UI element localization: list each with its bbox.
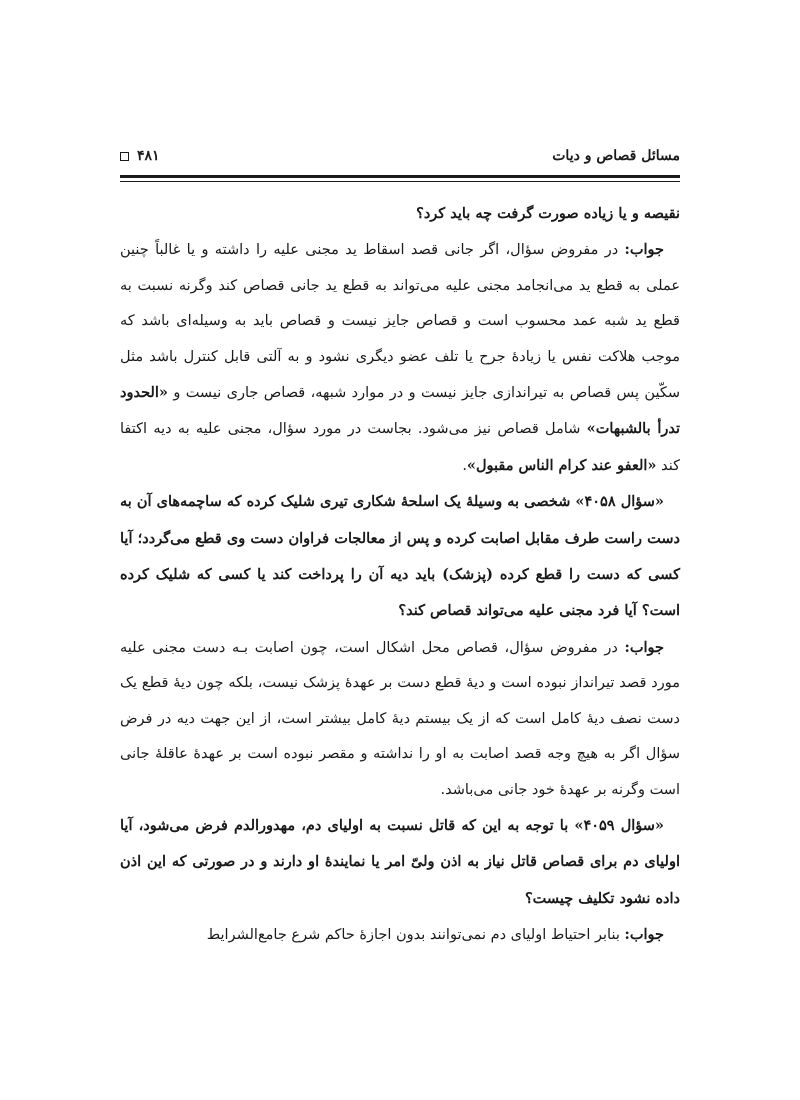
header-rule-thick	[120, 175, 680, 178]
body-text-run: شامل قصاص نیز می‌شود. بجاست در مورد سؤال، مجنی علیه به دیه اکتفا کند	[120, 421, 680, 474]
paragraph	[120, 808, 680, 917]
square-box-icon	[120, 152, 129, 161]
bold-text: جواب:	[624, 241, 664, 259]
body-text	[120, 196, 680, 954]
body-text-run: در مفروض سؤال، اگر جانی قصد اسقاط ید مجنی علیه را داشته و یا غالباً چنین عملی به قطع ید می‌انجامد مجنی علیه می‌تواند به قطع ید جانی قصاص کند وگرنه نسبت به قطع ید شبه عمد محسوب است و قصاص جایز نیست و قصاص باید به وسیله‌ای باشد که موجب هلاکت نفس یا زیادهٔ جرح یا تلف عضو دیگری نشود و به آلتی قابل کنترل باشد مثل سکّین پس قصاص به تیراندازی جایز نیست و در موارد شبهه، قصاص جاری نیست و	[120, 242, 680, 402]
page-number-block	[120, 145, 160, 167]
bold-text: «العفو عند کرام الناس مقبول»	[466, 456, 657, 474]
paragraph	[120, 232, 680, 484]
paragraph	[120, 484, 680, 630]
bold-text: «سؤال ۴۰۵۸» شخصی به وسیلهٔ یک اسلحهٔ شکاری تیری شلیک کرده که ساچمه‌های آن به دست راست طرف مقابل اصابت کرده و پس از معالجات فراوان دست وی قطع می‌گردد؛ آیا کسی که دست را قطع کرده (پزشک) باید دیه آن را پرداخت کند یا کسی که شلیک کرده است؟ آیا فرد مجنی علیه می‌تواند قصاص کند؟	[120, 493, 680, 620]
running-title: مسائل قصاص و دیات	[552, 148, 680, 164]
bold-text: «الحدود تدرأ بالشبهات»	[120, 384, 680, 438]
body-text-run: .	[462, 457, 467, 474]
body-text-run: در مفروض سؤال، قصاص محل اشکال است، چون اصابت بـه دست مجنی علیه مورد قصد تیرانداز نبوده است و دیهٔ قطع دست بر عهدهٔ پزشک نیست، بلکه چون دیهٔ قطع یک دست نصف دیهٔ کامل است که از یک بیستم دیهٔ کامل بیشتر است، از این جهت دیه در فرض سؤال اگر به هیچ وجه قصد اصابت به او را نداشته و مقصر نبوده است بر عهدهٔ عاقلهٔ جانی است وگرنه بر عهدهٔ خود جانی می‌باشد.	[120, 639, 680, 798]
body-text-run: بنابر احتیاط اولیای دم نمی‌توانند بدون اجازهٔ حاکم شرع جامع‌الشرایط	[206, 927, 625, 944]
bold-text: «سؤال ۴۰۵۹» با توجه به این که قاتل نسبت به اولیای دم، مهدورالدم فرض می‌شود، آیا اولیای دم برای قصاص قاتل نیاز به اذن ولیّ امر یا نمایندهٔ او دارند و در صورتی که این اذن داده نشود تکلیف چیست؟	[120, 816, 680, 907]
paragraph	[120, 196, 680, 232]
header-rule-thin	[120, 181, 680, 182]
bold-text: نقیصه و یا زیاده صورت گرفت چه باید کرد؟	[416, 205, 680, 222]
bold-text: جواب:	[624, 926, 664, 944]
running-header	[120, 145, 680, 167]
page-number: ۴۸۱	[137, 148, 160, 164]
paragraph	[120, 630, 680, 808]
paragraph	[120, 917, 680, 953]
bold-text: جواب:	[624, 638, 664, 656]
document-page	[120, 0, 680, 1100]
